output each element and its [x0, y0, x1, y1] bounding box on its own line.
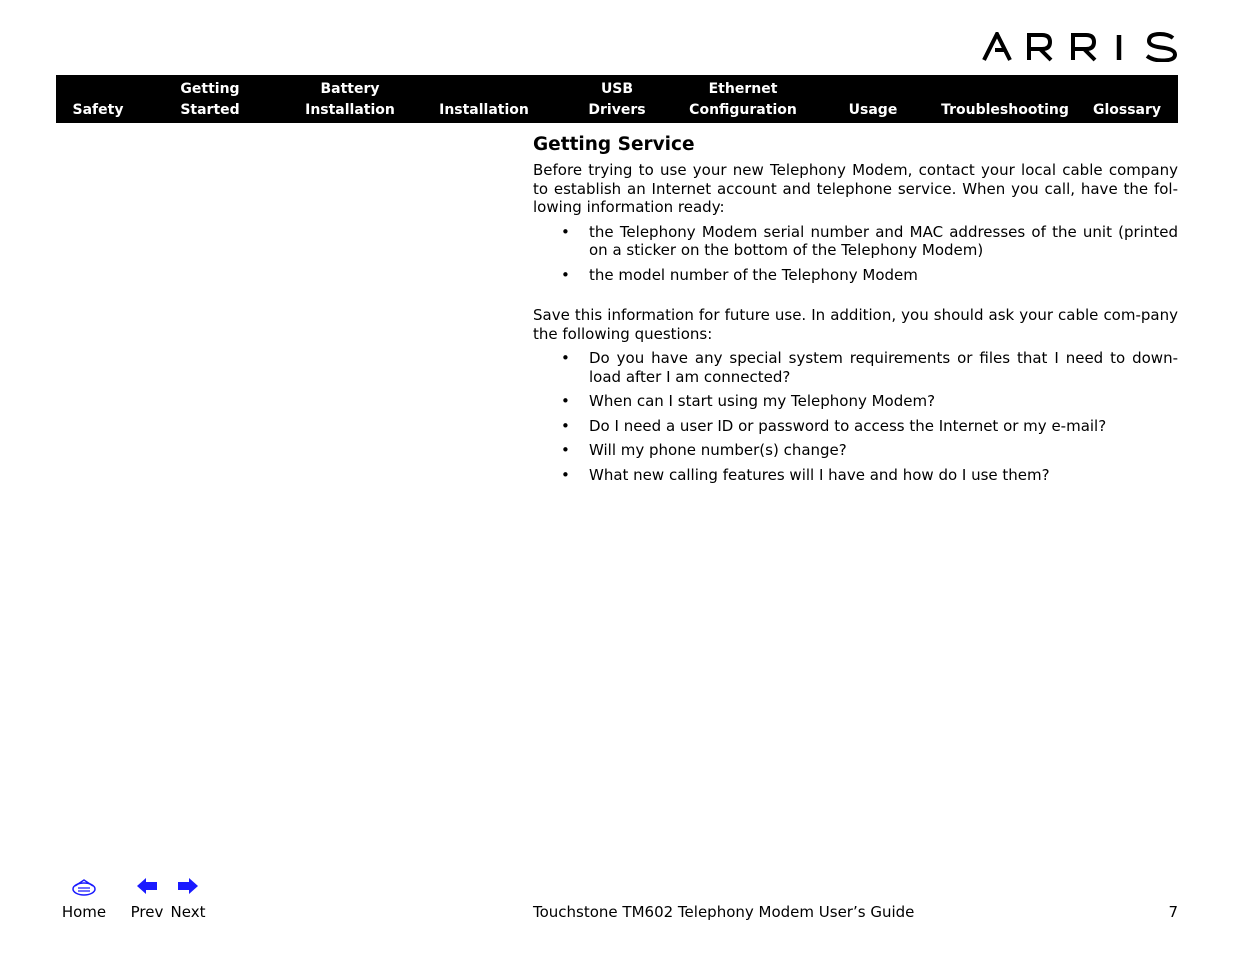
nav-installation-line2: Installation: [439, 102, 529, 118]
nav-safety-line2: Safety: [72, 102, 124, 118]
questions-list: [533, 349, 1178, 484]
home-icon: [61, 874, 107, 898]
nav-safety[interactable]: [56, 75, 140, 123]
nav-troubleshooting[interactable]: [933, 75, 1077, 123]
prev-label: Prev: [130, 903, 164, 921]
top-navigation-bar: [56, 75, 1178, 123]
nav-battery-installation-line1: Battery: [320, 81, 380, 97]
list-item: • Do you have any special system requirements or files that I need to down-load after I am connected?: [589, 349, 1178, 386]
nav-getting-started[interactable]: [166, 75, 254, 123]
nav-usage[interactable]: [836, 75, 910, 123]
next-label: Next: [170, 903, 206, 921]
list-item: • What new calling features will I have and how do I use them?: [589, 466, 1178, 485]
nav-ethernet-configuration-line1: Ethernet: [708, 81, 778, 97]
left-arrow-icon: [130, 874, 164, 898]
nav-getting-started-line1: Getting: [180, 81, 240, 97]
nav-battery-installation-line2: Installation: [305, 102, 395, 118]
nav-usb-drivers-line2: Drivers: [588, 102, 646, 118]
arris-logo: [982, 32, 1178, 62]
intro-paragraph: Before trying to use your new Telephony Modem, contact your local cable company to establish an Internet account and telephone service. When you call, have the fol-lowing information ready:: [533, 161, 1178, 216]
nav-usage-line2: Usage: [848, 102, 898, 118]
nav-usb-drivers-line1: USB: [600, 81, 634, 97]
page-number: 7: [1168, 903, 1178, 921]
nav-ethernet-configuration-line2: Configuration: [689, 102, 797, 118]
list-item: • When can I start using my Telephony Modem?: [589, 392, 1178, 411]
nav-battery-installation[interactable]: [296, 75, 404, 123]
list-item: • the model number of the Telephony Modem: [589, 266, 1178, 285]
nav-ethernet-configuration[interactable]: [683, 75, 803, 123]
nav-troubleshooting-line2: Troubleshooting: [941, 102, 1069, 118]
list-item: • Do I need a user ID or password to access the Internet or my e-mail?: [589, 417, 1178, 436]
home-label: Home: [61, 903, 107, 921]
nav-glossary[interactable]: [1086, 75, 1168, 123]
arris-logo-graphic: [982, 32, 1178, 62]
main-content: [533, 133, 1178, 490]
section-heading: Getting Service: [533, 134, 695, 155]
list-item: • the Telephony Modem serial number and MAC addresses of the unit (printed on a sticker on the bottom of the Telephony Modem): [589, 223, 1178, 260]
document-title: Touchstone TM602 Telephony Modem User’s Guide: [533, 903, 915, 921]
next-link[interactable]: [169, 874, 207, 921]
right-arrow-icon: [169, 874, 207, 898]
nav-installation[interactable]: [430, 75, 538, 123]
list-item: • Will my phone number(s) change?: [589, 441, 1178, 460]
home-link[interactable]: [61, 874, 107, 921]
prev-link[interactable]: [130, 874, 164, 921]
nav-usb-drivers[interactable]: [578, 75, 656, 123]
questions-paragraph: Save this information for future use. In addition, you should ask your cable com-pany the following questions:: [533, 306, 1178, 343]
nav-glossary-line2: Glossary: [1092, 102, 1162, 118]
nav-getting-started-line2: Started: [180, 102, 240, 118]
info-list: [533, 223, 1178, 285]
